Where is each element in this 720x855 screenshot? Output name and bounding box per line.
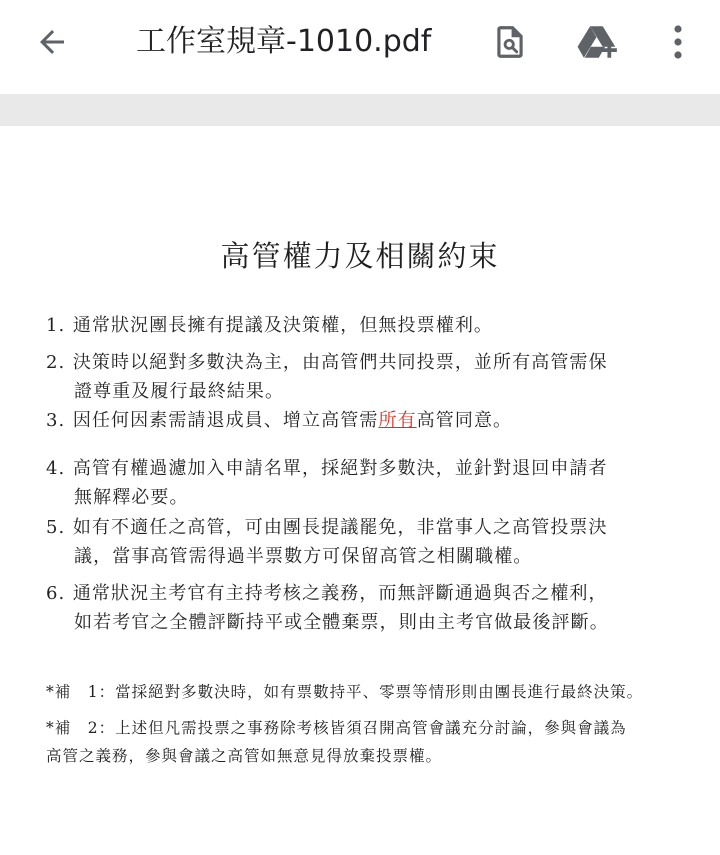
rule-number: 6. (46, 583, 66, 604)
footnote-text-cont: 高管之義務，參與會議之高管如無意見得放棄投票權。 (46, 747, 443, 765)
document-title: 工作室規章-1010.pdf (136, 24, 432, 59)
rule-text-cont: 如若考官之全體評斷持平或全體棄票，則由主考官做最後評斷。 (74, 612, 609, 633)
rule-text: 決策時以絕對多數決為主，由高管們共同投票，並所有高管需保 (72, 352, 608, 373)
rule-number: 4. (46, 458, 66, 479)
footnote (46, 714, 696, 770)
rule-number: 3. (46, 410, 66, 431)
pdf-page (0, 126, 720, 855)
rule-text-cont: 證尊重及履行最終結果。 (74, 381, 285, 402)
highlighted-text: 所有 (378, 410, 417, 431)
more-vert-icon (673, 25, 683, 59)
rule-item (46, 579, 686, 637)
footnote (46, 678, 696, 706)
find-in-page-button[interactable] (482, 12, 538, 72)
rule-item (46, 311, 686, 340)
rule-item (46, 454, 686, 512)
add-to-drive-button[interactable] (570, 12, 626, 72)
footnote-text: *補 2：上述但凡需投票之事務除考核皆須召開高管會議充分討論，參與會議為 (46, 719, 627, 737)
rule-item (46, 348, 686, 406)
rule-text: 通常狀況主考官有主持考核之義務，而無評斷通過與否之權利， (72, 583, 608, 604)
rule-text: 如有不適任之高管，可由團長提議罷免，非當事人之高管投票決 (72, 517, 608, 538)
rule-text: 高管有權過濾加入申請名單，採絕對多數決，並針對退回申請者 (72, 458, 608, 479)
rule-number: 1. (46, 315, 66, 336)
add-to-drive-icon (576, 22, 620, 62)
more-options-button[interactable] (652, 12, 704, 72)
rule-item (46, 513, 686, 571)
rule-item (46, 406, 686, 435)
rule-text-cont: 議，當事高管需得過半票數方可保留高管之相關職權。 (74, 546, 533, 567)
rule-number: 2. (46, 352, 66, 373)
back-button[interactable] (24, 12, 80, 72)
rule-number: 5. (46, 517, 66, 538)
rule-text-cont: 無解釋必要。 (74, 487, 189, 508)
rule-text: 因任何因素需請退成員、增立高管需 (72, 410, 379, 431)
find-in-page-icon (491, 22, 529, 62)
footnote-text: *補 1：當採絕對多數決時，如有票數持平、零票等情形則由團長進行最終決策。 (46, 683, 644, 701)
app-bar (0, 0, 720, 94)
arrow-back-icon (34, 24, 70, 60)
rule-text: 高管同意。 (416, 410, 513, 431)
rule-text: 通常狀況團長擁有提議及決策權，但無投票權利。 (72, 315, 494, 336)
doc-heading: 高管權力及相關約束 (220, 239, 500, 273)
page-gap (0, 94, 720, 126)
